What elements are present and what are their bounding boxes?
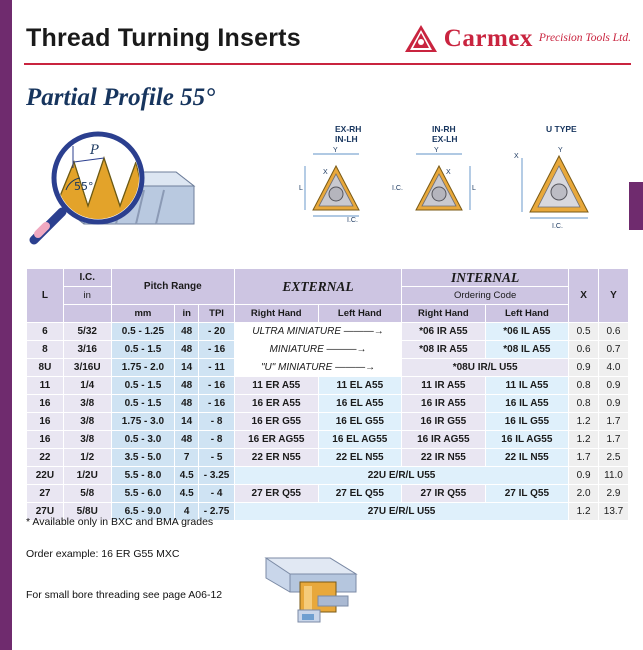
cell-int-rh: 16 IR AG55: [402, 431, 486, 449]
cell-int-lh: 22 IL N55: [485, 449, 569, 467]
svg-text:L: L: [299, 185, 303, 192]
page: [12, 0, 643, 650]
cell-int-lh: 16 IL G55: [485, 413, 569, 431]
p-label: P: [90, 143, 99, 158]
cell-int-rh: *06 IR A55: [402, 323, 486, 341]
th-ic: I.C.: [63, 269, 111, 287]
cell-ext-lh: 22 EL N55: [318, 449, 402, 467]
cell-x: 1.7: [569, 449, 599, 467]
cell-ordering-span: 22U E/R/L U55: [234, 467, 568, 485]
cell-ic: 1/2: [63, 449, 111, 467]
cell-note: ULTRA MINIATURE ———→: [234, 323, 401, 341]
cell-ext-lh: 16 EL G55: [318, 413, 402, 431]
cell-ic: 3/8: [63, 431, 111, 449]
cell-pitch-tpi: - 8: [199, 431, 235, 449]
svg-text:X: X: [323, 169, 328, 176]
cell-pitch-tpi: - 11: [199, 359, 235, 377]
brand-name: Carmex: [443, 25, 533, 52]
cell-pitch-tpi: - 16: [199, 395, 235, 413]
cell-ic: 5/8U: [63, 503, 111, 521]
cell-pitch-in: 4: [175, 503, 199, 521]
th-pitch: Pitch Range: [111, 269, 234, 305]
cell-x: 0.5: [569, 323, 599, 341]
th-ordering-code-internal: Ordering Code: [402, 287, 569, 305]
svg-text:L: L: [472, 185, 476, 192]
cell-note: "U" MINIATURE ———→: [234, 359, 401, 377]
cell-y: 0.7: [599, 341, 629, 359]
thread-profile-illustration: [26, 128, 211, 248]
cell-int-lh: *08 IL A55: [485, 341, 569, 359]
cell-pitch-mm: 3.5 - 5.0: [111, 449, 175, 467]
cell-pitch-tpi: - 16: [199, 341, 235, 359]
svg-text:IN-LH: IN-LH: [335, 134, 358, 144]
cell-y: 2.5: [599, 449, 629, 467]
th-ext-rh: Right Hand: [234, 305, 318, 323]
cell-l: 27: [27, 485, 64, 503]
cell-l: 22: [27, 449, 64, 467]
th-internal: INTERNAL: [402, 269, 569, 287]
cell-pitch-tpi: - 8: [199, 413, 235, 431]
cell-int-lh: 16 IL A55: [485, 395, 569, 413]
cell-int-rh: 16 IR A55: [402, 395, 486, 413]
cell-ext-rh: 16 ER AG55: [234, 431, 318, 449]
svg-text:I.C.: I.C.: [347, 217, 358, 224]
cell-ext-rh: 11 ER A55: [234, 377, 318, 395]
th-pitch-in: in: [175, 305, 199, 323]
th-y: Y: [599, 269, 629, 323]
cell-pitch-tpi: - 2.75: [199, 503, 235, 521]
svg-text:Y: Y: [333, 147, 338, 154]
th-int-rh: Right Hand: [402, 305, 486, 323]
table-row[interactable]: [27, 431, 629, 449]
cell-pitch-in: 4.5: [175, 485, 199, 503]
cell-pitch-in: 4.5: [175, 467, 199, 485]
order-example: Order example: 16 ER G55 MXC: [26, 548, 180, 560]
cell-int-rh: 11 IR A55: [402, 377, 486, 395]
cell-x: 0.9: [569, 359, 599, 377]
cell-ext-rh: 16 ER G55: [234, 413, 318, 431]
cell-int-lh: 16 IL AG55: [485, 431, 569, 449]
cell-l: 27U: [27, 503, 64, 521]
cell-ic: 5/8: [63, 485, 111, 503]
cell-int-lh: 11 IL A55: [485, 377, 569, 395]
header-divider: [24, 63, 631, 65]
svg-text:X: X: [514, 153, 519, 160]
cell-y: 1.7: [599, 413, 629, 431]
small-bore-reference: For small bore threading see page A06-12: [26, 589, 223, 601]
cell-l: 8U: [27, 359, 64, 377]
cell-y: 0.6: [599, 323, 629, 341]
cell-int-rh: *08 IR A55: [402, 341, 486, 359]
cell-pitch-mm: 6.5 - 9.0: [111, 503, 175, 521]
table-row[interactable]: [27, 323, 629, 341]
cell-l: 6: [27, 323, 64, 341]
brand-tagline: Precision Tools Ltd.: [538, 32, 631, 44]
cell-l: 16: [27, 395, 64, 413]
cell-pitch-in: 48: [175, 341, 199, 359]
cell-pitch-in: 14: [175, 359, 199, 377]
th-pitch-tpi: TPI: [199, 305, 235, 323]
cell-y: 2.9: [599, 485, 629, 503]
cell-pitch-mm: 0.5 - 3.0: [111, 431, 175, 449]
cell-ic: 3/8: [63, 395, 111, 413]
table-row[interactable]: [27, 341, 629, 359]
left-color-bar: [0, 0, 12, 650]
svg-text:I.C.: I.C.: [392, 185, 403, 192]
cell-ic: 3/16: [63, 341, 111, 359]
cell-int-rh: 27 IR Q55: [402, 485, 486, 503]
cell-l: 16: [27, 431, 64, 449]
cell-ext-lh: 16 EL AG55: [318, 431, 402, 449]
cell-ic: 3/16U: [63, 359, 111, 377]
brand-logo: [404, 22, 631, 56]
cell-pitch-in: 48: [175, 395, 199, 413]
cell-ext-rh: 16 ER A55: [234, 395, 318, 413]
cell-pitch-mm: 0.5 - 1.5: [111, 377, 175, 395]
th-int-lh: Left Hand: [485, 305, 569, 323]
cell-y: 0.9: [599, 377, 629, 395]
cell-pitch-tpi: - 4: [199, 485, 235, 503]
cell-pitch-mm: 5.5 - 8.0: [111, 467, 175, 485]
cell-l: 11: [27, 377, 64, 395]
cell-ic: 3/8: [63, 413, 111, 431]
table-row[interactable]: [27, 413, 629, 431]
tool-holder-illustration: [260, 540, 370, 632]
cell-l: 8: [27, 341, 64, 359]
cell-ic: 1/2U: [63, 467, 111, 485]
th-external: EXTERNAL: [234, 269, 401, 305]
table-body: [27, 323, 629, 521]
cell-pitch-tpi: - 5: [199, 449, 235, 467]
cell-pitch-mm: 1.75 - 2.0: [111, 359, 175, 377]
table-row[interactable]: [27, 377, 629, 395]
angle-label: 55°: [74, 180, 94, 193]
cell-pitch-tpi: - 20: [199, 323, 235, 341]
cell-ic: 1/4: [63, 377, 111, 395]
svg-text:Y: Y: [558, 147, 563, 154]
cell-y: 1.7: [599, 431, 629, 449]
svg-text:X: X: [446, 169, 451, 176]
cell-ext-lh: 11 EL A55: [318, 377, 402, 395]
cell-ic: 5/32: [63, 323, 111, 341]
table-row[interactable]: [27, 467, 629, 485]
svg-text:U TYPE: U TYPE: [546, 124, 577, 134]
svg-text:I.C.: I.C.: [552, 223, 563, 230]
cell-pitch-tpi: - 3.25: [199, 467, 235, 485]
cell-ordering-span: *08U IR/L U55: [402, 359, 569, 377]
svg-text:EX-LH: EX-LH: [432, 134, 458, 144]
cell-ordering-span: 27U E/R/L U55: [234, 503, 568, 521]
cell-int-rh: 16 IR G55: [402, 413, 486, 431]
th-l: L: [27, 269, 64, 323]
cell-x: 0.6: [569, 341, 599, 359]
cell-y: 4.0: [599, 359, 629, 377]
cell-int-lh: *06 IL A55: [485, 323, 569, 341]
cell-y: 0.9: [599, 395, 629, 413]
svg-text:IN-RH: IN-RH: [432, 124, 456, 134]
th-ic-sub: in: [63, 287, 111, 305]
cell-pitch-in: 48: [175, 377, 199, 395]
cell-pitch-tpi: - 16: [199, 377, 235, 395]
cell-l: 22U: [27, 467, 64, 485]
inserts-table: [26, 268, 629, 521]
cell-pitch-mm: 0.5 - 1.25: [111, 323, 175, 341]
insert-diagrams: [297, 118, 637, 250]
cell-pitch-in: 7: [175, 449, 199, 467]
cell-pitch-mm: 0.5 - 1.5: [111, 395, 175, 413]
cell-pitch-mm: 1.75 - 3.0: [111, 413, 175, 431]
cell-x: 0.9: [569, 467, 599, 485]
table-row[interactable]: [27, 449, 629, 467]
footnote-grades: * Available only in BXC and BMA grades: [26, 516, 214, 528]
cell-pitch-in: 14: [175, 413, 199, 431]
table-row[interactable]: [27, 359, 629, 377]
cell-note: MINIATURE ———→: [234, 341, 401, 359]
cell-pitch-mm: 0.5 - 1.5: [111, 341, 175, 359]
cell-ext-rh: 22 ER N55: [234, 449, 318, 467]
cell-int-rh: 22 IR N55: [402, 449, 486, 467]
cell-x: 2.0: [569, 485, 599, 503]
svg-text:Y: Y: [434, 147, 439, 154]
cell-x: 1.2: [569, 413, 599, 431]
cell-ext-lh: 27 EL Q55: [318, 485, 402, 503]
svg-text:EX-RH: EX-RH: [335, 124, 362, 134]
th-ic-blank: [63, 305, 111, 323]
cell-y: 11.0: [599, 467, 629, 485]
cell-pitch-mm: 5.5 - 6.0: [111, 485, 175, 503]
cell-x: 1.2: [569, 503, 599, 521]
th-x: X: [569, 269, 599, 323]
cell-l: 16: [27, 413, 64, 431]
cell-y: 13.7: [599, 503, 629, 521]
cell-int-lh: 27 IL Q55: [485, 485, 569, 503]
page-subtitle: Partial Profile 55°: [26, 84, 216, 111]
th-pitch-mm: mm: [111, 305, 175, 323]
cell-x: 0.8: [569, 377, 599, 395]
table-row[interactable]: [27, 395, 629, 413]
cell-x: 1.2: [569, 431, 599, 449]
table-row[interactable]: [27, 485, 629, 503]
cell-ext-lh: 16 EL A55: [318, 395, 402, 413]
th-ext-lh: Left Hand: [318, 305, 402, 323]
page-title: Thread Turning Inserts: [26, 24, 301, 52]
cell-ext-rh: 27 ER Q55: [234, 485, 318, 503]
cell-x: 0.8: [569, 395, 599, 413]
cell-pitch-in: 48: [175, 323, 199, 341]
carmex-logo-icon: [404, 24, 438, 54]
cell-pitch-in: 48: [175, 431, 199, 449]
